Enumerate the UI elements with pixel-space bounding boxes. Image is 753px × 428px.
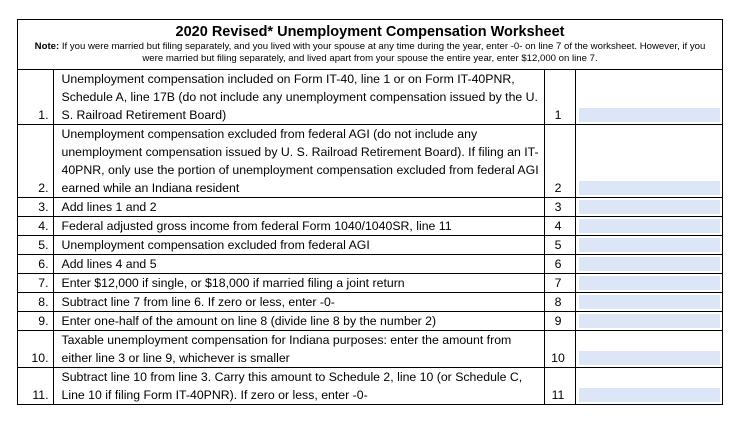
- line-9-amount-cell: [576, 312, 723, 331]
- note-text: If you were married but filing separately, and you lived with your spouse at any time during the year, enter -0- on line 7 of the worksheet. However, if you were married but filing separately, and lived apart from your spouse the entire year, enter $12,000 on line 7.: [59, 41, 706, 64]
- line-1-amount-field[interactable]: [579, 108, 720, 122]
- worksheet-line-8: [18, 293, 722, 312]
- line-reference: 10: [545, 331, 572, 368]
- worksheet-line-11: [18, 368, 722, 405]
- line-description: Add lines 4 and 5: [53, 255, 545, 274]
- line-description: Add lines 1 and 2: [53, 198, 545, 217]
- line-number: 2.: [18, 125, 53, 198]
- line-3-amount-field[interactable]: [579, 200, 720, 214]
- line-reference: 9: [545, 312, 572, 331]
- line-reference: 3: [545, 198, 572, 217]
- unemployment-compensation-worksheet: [17, 19, 723, 405]
- line-description: Federal adjusted gross income from federal Form 1040/1040SR, line 11: [53, 217, 545, 236]
- line-reference: 11: [545, 368, 572, 405]
- worksheet-line-6: [18, 255, 722, 274]
- line-number: 4.: [18, 217, 53, 236]
- line-4-amount-field[interactable]: [579, 219, 720, 233]
- worksheet-line-7: [18, 274, 722, 293]
- worksheet-title: 2020 Revised* Unemployment Compensation Worksheet: [175, 24, 565, 40]
- line-reference: 8: [545, 293, 572, 312]
- line-reference: 6: [545, 255, 572, 274]
- line-9-amount-field[interactable]: [579, 314, 720, 328]
- line-description: Enter $12,000 if single, or $18,000 if married filing a joint return: [53, 274, 545, 293]
- worksheet-line-10: [18, 331, 722, 368]
- line-6-amount-cell: [576, 255, 723, 274]
- line-reference: 7: [545, 274, 572, 293]
- line-10-amount-cell: [576, 331, 723, 368]
- line-2-amount-cell: [576, 125, 723, 198]
- line-description: Enter one-half of the amount on line 8 (divide line 8 by the number 2): [53, 312, 545, 331]
- line-description: Unemployment compensation excluded from federal AGI: [53, 236, 545, 255]
- worksheet-line-2: [18, 125, 722, 198]
- worksheet-lines-table: [18, 70, 722, 404]
- worksheet-note: [24, 41, 716, 65]
- worksheet-line-5: [18, 236, 722, 255]
- line-11-amount-field[interactable]: [579, 388, 720, 402]
- line-number: 3.: [18, 198, 53, 217]
- line-4-amount-cell: [576, 217, 723, 236]
- line-description: Unemployment compensation included on Form IT-40, line 1 or on Form IT-40PNR, Schedule A, line 17B (do not include any unemployment compensation issued by the U. S. Railroad Retirement Board): [53, 70, 545, 125]
- line-reference: 2: [545, 125, 572, 198]
- line-number: 10.: [18, 331, 53, 368]
- line-5-amount-field[interactable]: [579, 238, 720, 252]
- line-description: Taxable unemployment compensation for Indiana purposes: enter the amount from either line 3 or line 9, whichever is smaller: [53, 331, 545, 368]
- worksheet-line-3: [18, 198, 722, 217]
- line-reference: 1: [545, 70, 572, 125]
- line-3-amount-cell: [576, 198, 723, 217]
- note-label: Note:: [34, 41, 60, 52]
- line-7-amount-field[interactable]: [579, 276, 720, 290]
- line-number: 7.: [18, 274, 53, 293]
- line-description: Subtract line 10 from line 3. Carry this amount to Schedule 2, line 10 (or Schedule C, Line 10 if filing Form IT-40PNR). If zero or less, enter -0-: [53, 368, 545, 405]
- line-description: Subtract line 7 from line 6. If zero or less, enter -0-: [53, 293, 545, 312]
- line-number: 8.: [18, 293, 53, 312]
- line-reference: 4: [545, 217, 572, 236]
- line-7-amount-cell: [576, 274, 723, 293]
- line-description: Unemployment compensation excluded from federal AGI (do not include any unemployment compensation issued by U. S. Railroad Retirement Board). If filing an IT-40PNR, only use the portion of unemployment compensation excluded from federal AGI earned while an Indiana resident: [53, 125, 545, 198]
- line-8-amount-cell: [576, 293, 723, 312]
- line-number: 1.: [38, 108, 49, 122]
- line-5-amount-cell: [576, 236, 723, 255]
- line-6-amount-field[interactable]: [579, 257, 720, 271]
- worksheet-line-1: [18, 70, 722, 125]
- line-2-amount-field[interactable]: [579, 181, 720, 195]
- worksheet-line-9: [18, 312, 722, 331]
- line-number: 5.: [18, 236, 53, 255]
- line-reference: 5: [545, 236, 572, 255]
- line-number: 6.: [18, 255, 53, 274]
- line-1-amount-cell: [576, 70, 723, 125]
- worksheet-line-4: [18, 217, 722, 236]
- line-10-amount-field[interactable]: [579, 351, 720, 365]
- worksheet-header: [18, 20, 722, 70]
- line-8-amount-field[interactable]: [579, 295, 720, 309]
- line-11-amount-cell: [576, 368, 723, 405]
- line-number: 9.: [18, 312, 53, 331]
- line-number: 11.: [18, 368, 53, 405]
